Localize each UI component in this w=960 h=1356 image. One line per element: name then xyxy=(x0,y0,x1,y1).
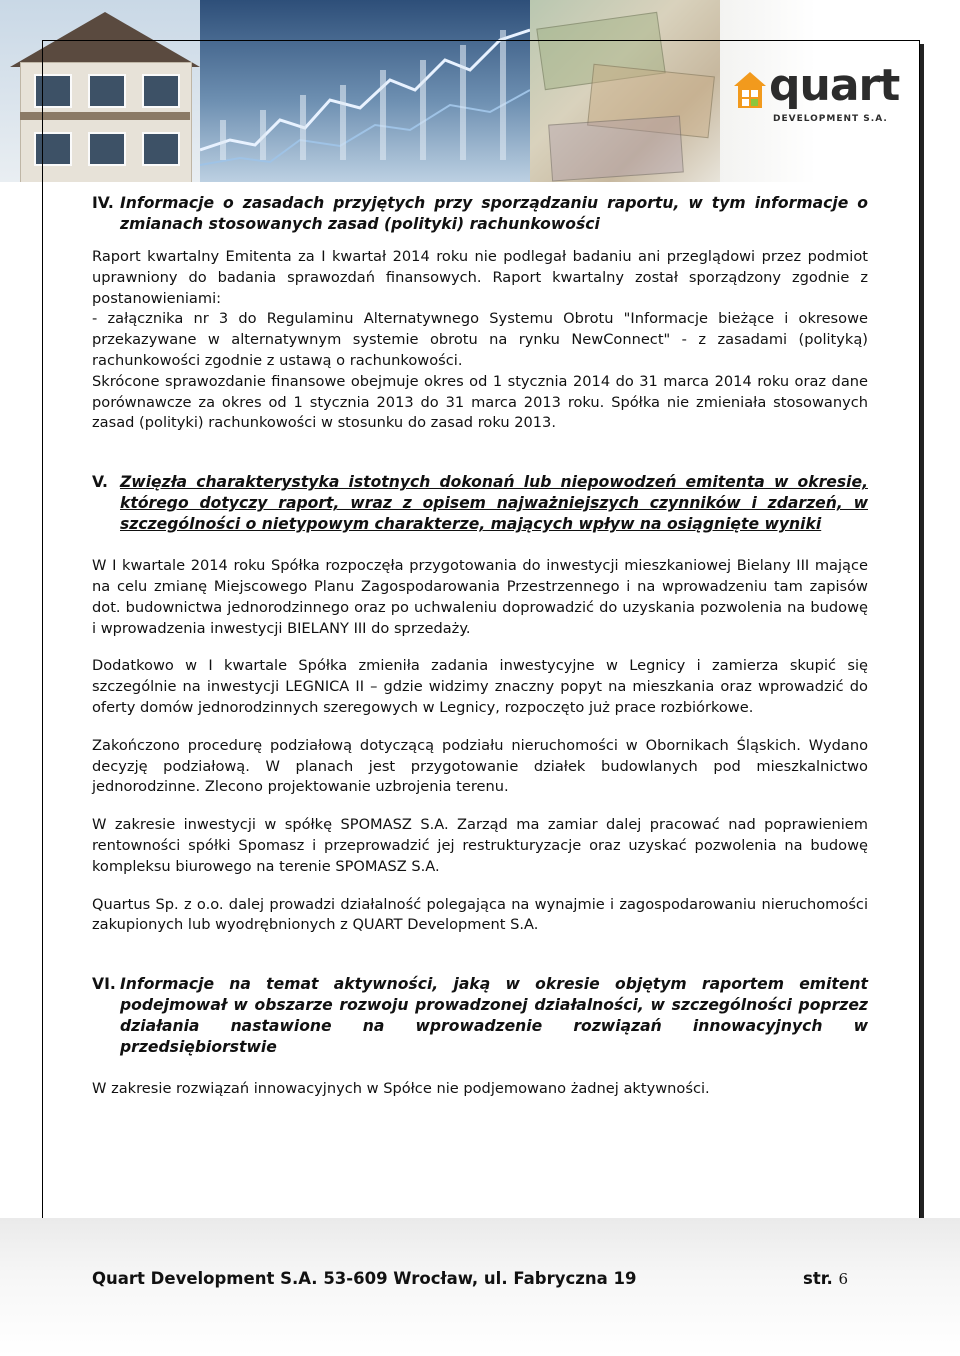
section-iv-paragraph-1: Raport kwartalny Emitenta za I kwartał 2014 roku nie podlegał badaniu ani przeglądowi przez podmiot uprawniony do badania sprawozdań finansowych. Raport kwartalny został sporządzony zgodnie z postanowieniami: xyxy=(92,248,868,307)
section-v-paragraph-2: Dodatkowo w I kwartale Spółka zmieniła zadania inwestycyjne w Legnicy i zamierza skupić się szczególnie na inwestycji LEGNICA II – gdzie widzimy znaczny popyt na mieszkania oraz wprowadzić do oferty domów jednorodzinnych szeregowych w Legnicy, rozpoczęto już prace rozbiórkowe. xyxy=(92,657,868,716)
section-vi-title: Informacje na temat aktywności, jaką w okresie objętym raportem emitent podejmował w obszarze rozwoju prowadzonej działalności, w szczególności poprzez działania nastawione na wprowadzenie rozwiązań innowacyjnych w przedsiębiorstwie xyxy=(120,975,868,1057)
section-v-paragraph-4: W zakresie inwestycji w spółkę SPOMASZ S.A. Zarząd ma zamiar dalej pracować nad poprawieniem rentowności spółki Spomasz i przeprowadzić jej restrukturyzacje oraz uzyskać pozwolenia na budowę kompleksu biurowego na terenie SPOMASZ S.A. xyxy=(92,816,868,875)
page-number: 6 xyxy=(838,1270,849,1288)
logo-subtitle: DEVELOPMENT S.A. xyxy=(773,114,888,124)
section-iv-number: IV. xyxy=(92,194,114,212)
section-v-number: V. xyxy=(92,473,108,492)
section-iv-paragraph-2: - załącznika nr 3 do Regulaminu Alternatywnego Systemu Obrotu "Informacje bieżące i okresowe przekazywane w alternatywnym systemie obrotu na rynku NewConnect" - z zasadami (polityką) rachunkowości zgodnie z ustawą o rachunkowości. xyxy=(92,310,868,369)
section-v-title: Zwięzła charakterystyka istotnych dokonań lub niepowodzeń emitenta w okresie, którego dotyczy raport, wraz z opisem najważniejszych czynników i zdarzeń, w szczególności o nietypowym charakterze, mających wpływ na osiągnięte wyniki xyxy=(120,473,868,534)
logo-word: quart xyxy=(769,60,900,111)
section-v-heading xyxy=(92,472,868,535)
logo-house-icon xyxy=(733,70,767,110)
section-vi-paragraph-1: W zakresie rozwiązań innowacyjnych w Spółce nie podjemowano żadnej aktywności. xyxy=(92,1080,710,1098)
footer-page-number xyxy=(803,1269,848,1288)
section-iv-paragraph-3: Skrócone sprawozdanie finansowe obejmuje okres od 1 stycznia 2014 do 31 marca 2014 roku oraz dane porównawcze za okres od 1 stycznia 2013 do 31 marca 2013 roku. Spółka nie zmieniała stosowanych zasad (polityki) rachunkowości w stosunku do zasad roku 2013. xyxy=(92,372,868,432)
company-logo xyxy=(733,60,900,134)
section-v-paragraph-3: Zakończono procedurę podziałową dotyczącą podziału nieruchomości w Obornikach Śląskich. Wydano decyzję podziałową. W planach jest przygotowanie działek budowlanych pod mieszkalnictwo jednorodzinne. Zlecono projektowanie uzbrojenia terenu. xyxy=(92,736,868,796)
house-photo xyxy=(0,0,200,182)
section-iv-title: Informacje o zasadach przyjętych przy sporządzaniu raportu, w tym informacje o zmianach stosowanych zasad (polityki) rachunkowości xyxy=(120,194,868,233)
banknotes-photo xyxy=(530,0,720,182)
section-v-paragraph-1: W I kwartale 2014 roku Spółka rozpoczęła przygotowania do inwestycji mieszkaniowej Bielany III mające na celu zmianę Miejscowego Planu Zagospodarowania Przestrzennego i na wprowadzeniu tam zapisów dot. budownictwa jednorodzinnego oraz po uchwaleniu doprowadzić do uzyskania pozwolenia na budowę i wprowadzenia inwestycji BIELANY III do sprzedaży. xyxy=(92,557,868,637)
footer-company-address: Quart Development S.A. 53-609 Wrocław, ul. Fabryczna 19 xyxy=(92,1269,637,1288)
section-vi-number: VI. xyxy=(92,975,116,994)
section-iv-heading xyxy=(92,193,868,235)
stock-chart-photo xyxy=(200,0,530,182)
section-vi-heading xyxy=(92,974,868,1058)
section-v-paragraph-5: Quartus Sp. z o.o. dalej prowadzi działalność polegająca na wynajmie i zagospodarowaniu nieruchomości zakupionych lub wyodrębnionych z QUART Development S.A. xyxy=(92,895,868,934)
page-label: str. xyxy=(803,1269,833,1288)
document-body xyxy=(92,193,868,1100)
